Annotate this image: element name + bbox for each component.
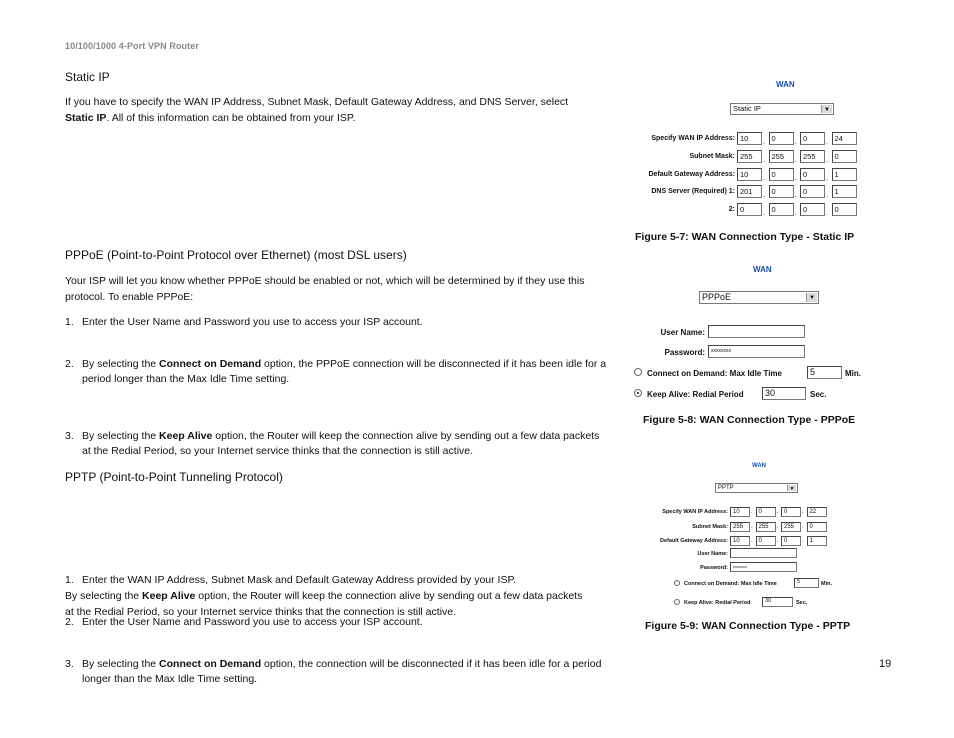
- ip-octet-input[interactable]: 0: [800, 168, 825, 181]
- pptp-step-2: 2. Enter the User Name and Password you use to access your ISP account.: [65, 616, 423, 628]
- octet-separator: .: [763, 190, 766, 200]
- user-name-input[interactable]: [708, 325, 805, 338]
- ip-octet-input[interactable]: 10: [737, 168, 762, 181]
- pptp-keep-alive-paragraph: By selecting the Keep Alive option, the Router will keep the connection alive by sending out a few data packets at the Redial Period, so your Internet service thinks that the connection is still active.: [65, 590, 583, 618]
- chevron-down-icon: ▼: [787, 485, 796, 491]
- redial-period-input[interactable]: 30: [762, 387, 806, 400]
- ip-octet-input[interactable]: 0: [756, 536, 776, 546]
- ip-octet-input[interactable]: 10: [730, 507, 750, 517]
- connect-on-demand-label: Connect on Demand: Max Idle Time: [684, 581, 777, 587]
- figure-5-8-caption: Figure 5-8: WAN Connection Type - PPPoE: [643, 414, 856, 426]
- field-label: Default Gateway Address:: [660, 538, 728, 544]
- running-header: 10/100/1000 4-Port VPN Router: [65, 41, 199, 51]
- ip-octet-input[interactable]: 0: [832, 150, 857, 163]
- figure-pptp: [640, 462, 840, 612]
- octet-separator: .: [776, 523, 779, 530]
- octet-separator: .: [751, 523, 753, 530]
- octet-separator: .: [794, 208, 797, 218]
- figure-5-9-caption: Figure 5-9: WAN Connection Type - PPTP: [645, 620, 851, 632]
- octet-separator: .: [826, 208, 829, 218]
- static-ip-heading: Static IP: [65, 70, 110, 84]
- field-label: Specify WAN IP Address:: [651, 135, 735, 142]
- ip-octet-input[interactable]: 255: [781, 522, 801, 532]
- field-label: 2:: [728, 206, 735, 214]
- ip-octet-input[interactable]: 22: [807, 507, 827, 517]
- octet-separator: .: [794, 190, 797, 200]
- ip-octet-input[interactable]: 255: [756, 522, 776, 532]
- redial-period-unit: Sec.: [796, 600, 808, 606]
- octet-separator: .: [826, 172, 829, 182]
- octet-separator: .: [794, 137, 797, 146]
- keep-alive-radio[interactable]: [634, 389, 642, 397]
- pppoe-step-2: 2. By selecting the Connect on Demand option, the PPPoE connection will be disconnected if it has been idle for a period longer than the Max Idle Time setting.: [65, 357, 607, 385]
- ip-octet-input[interactable]: 0: [800, 185, 825, 198]
- connect-on-demand-radio[interactable]: [634, 368, 642, 376]
- pppoe-intro: Your ISP will let you know whether PPPoE should be enabled or not, which will be determined by if they use this protocol. To enable PPPoE:: [65, 275, 585, 303]
- ip-octet-input[interactable]: 0: [737, 203, 762, 216]
- octet-separator: .: [763, 137, 766, 146]
- ip-octet-input[interactable]: 255: [737, 150, 762, 163]
- octet-separator: .: [751, 538, 753, 544]
- connect-on-demand-label: Connect on Demand: Max Idle Time: [647, 369, 782, 378]
- octet-separator: .: [776, 538, 779, 544]
- field-label: DNS Server (Required) 1:: [651, 188, 735, 196]
- ip-octet-input[interactable]: 255: [800, 150, 825, 163]
- ip-octet-input[interactable]: 0: [832, 203, 857, 216]
- ip-octet-input[interactable]: 201: [737, 185, 762, 198]
- redial-period-unit: Sec.: [810, 390, 827, 399]
- static-ip-paragraph: If you have to specify the WAN IP Address, Subnet Mask, Default Gateway Address, and DNS Server, select Static IP. All of this information can be obtained from your ISP.: [65, 96, 569, 124]
- octet-separator: .: [802, 523, 804, 530]
- keep-alive-radio[interactable]: [674, 599, 680, 605]
- connection-type-select[interactable]: PPTP ▼: [715, 483, 798, 493]
- octet-separator: .: [826, 190, 829, 200]
- octet-separator: .: [794, 172, 797, 182]
- pppoe-heading: PPPoE (Point-to-Point Protocol over Ethernet) (most DSL users): [65, 248, 407, 262]
- user-name-label: User Name:: [660, 328, 705, 337]
- ip-octet-input[interactable]: 1: [832, 168, 857, 181]
- max-idle-time-unit: Min.: [821, 581, 832, 587]
- octet-separator: .: [751, 509, 753, 515]
- ip-octet-input[interactable]: 0: [807, 522, 827, 532]
- octet-separator: .: [826, 137, 829, 146]
- max-idle-time-input[interactable]: 5: [794, 578, 819, 588]
- octet-separator: .: [763, 154, 766, 164]
- ip-octet-input[interactable]: 0: [769, 168, 794, 181]
- wan-title: WAN: [776, 80, 795, 89]
- keep-alive-label: Keep Alive: Redial Period: [684, 600, 751, 606]
- ip-octet-input[interactable]: 0: [756, 507, 776, 517]
- ip-octet-input[interactable]: 1: [807, 536, 827, 546]
- ip-octet-input[interactable]: 24: [832, 132, 857, 145]
- page-number: 19: [879, 658, 892, 670]
- pptp-step-3: 3. By selecting the Connect on Demand option, the connection will be disconnected if it has been idle for a period longer than the Max Idle Time setting.: [65, 657, 602, 685]
- pppoe-step-1: 1. Enter the User Name and Password you use to access your ISP account.: [65, 316, 423, 328]
- user-name-label: User Name:: [697, 551, 728, 557]
- ip-octet-input[interactable]: 0: [769, 203, 794, 216]
- pptp-heading: PPTP (Point-to-Point Tunneling Protocol): [65, 470, 283, 484]
- figure-pppoe: [625, 262, 875, 407]
- password-input[interactable]: xxxxxxxx: [708, 345, 805, 358]
- octet-separator: .: [763, 172, 766, 182]
- ip-octet-input[interactable]: 0: [769, 185, 794, 198]
- chevron-down-icon: ▼: [821, 105, 832, 113]
- connection-type-select[interactable]: Static IP ▼: [730, 103, 834, 115]
- field-label: Default Gateway Address:: [648, 170, 735, 178]
- octet-separator: .: [794, 154, 797, 164]
- user-name-input[interactable]: [730, 548, 797, 558]
- ip-octet-input[interactable]: 255: [730, 522, 750, 532]
- chevron-down-icon: ▼: [806, 293, 817, 302]
- field-label: Subnet Mask:: [689, 152, 735, 160]
- ip-octet-input[interactable]: 10: [737, 132, 762, 145]
- password-label: Password:: [664, 348, 705, 357]
- wan-title: WAN: [753, 265, 772, 274]
- redial-period-input[interactable]: 30: [762, 597, 793, 607]
- max-idle-time-unit: Min.: [845, 369, 861, 378]
- ip-octet-input[interactable]: 0: [781, 507, 801, 517]
- connection-type-select[interactable]: PPPoE ▼: [699, 291, 819, 304]
- field-label: Subnet Mask:: [692, 523, 728, 530]
- figure-static-ip: [625, 76, 865, 221]
- password-label: Password:: [700, 565, 728, 571]
- octet-separator: .: [776, 509, 779, 515]
- octet-separator: .: [802, 509, 804, 515]
- octet-separator: .: [802, 538, 804, 544]
- ip-octet-input[interactable]: 0: [781, 536, 801, 546]
- figure-5-7-caption: Figure 5-7: WAN Connection Type - Static IP: [635, 231, 855, 243]
- ip-octet-input[interactable]: 0: [800, 132, 825, 145]
- ip-octet-input[interactable]: 1: [832, 185, 857, 198]
- octet-separator: .: [763, 208, 766, 218]
- ip-octet-input[interactable]: 255: [769, 150, 794, 163]
- password-input[interactable]: xxxxxxx: [730, 562, 797, 572]
- connect-on-demand-radio[interactable]: [674, 580, 680, 586]
- keep-alive-label: Keep Alive: Redial Period: [647, 390, 744, 399]
- max-idle-time-input[interactable]: 5: [807, 366, 842, 379]
- wan-title: WAN: [752, 463, 766, 469]
- ip-octet-input[interactable]: 0: [769, 132, 794, 145]
- field-label: Specify WAN IP Address:: [662, 509, 728, 515]
- ip-octet-input[interactable]: 0: [800, 203, 825, 216]
- ip-octet-input[interactable]: 10: [730, 536, 750, 546]
- octet-separator: .: [826, 154, 829, 164]
- pppoe-step-3: 3. By selecting the Keep Alive option, the Router will keep the connection alive by sending out a few data packets at the Redial Period, so your Internet service thinks that the connection is still active.: [65, 429, 600, 457]
- pptp-step-1: 1. Enter the WAN IP Address, Subnet Mask and Default Gateway Address provided by your ISP.: [65, 573, 517, 586]
